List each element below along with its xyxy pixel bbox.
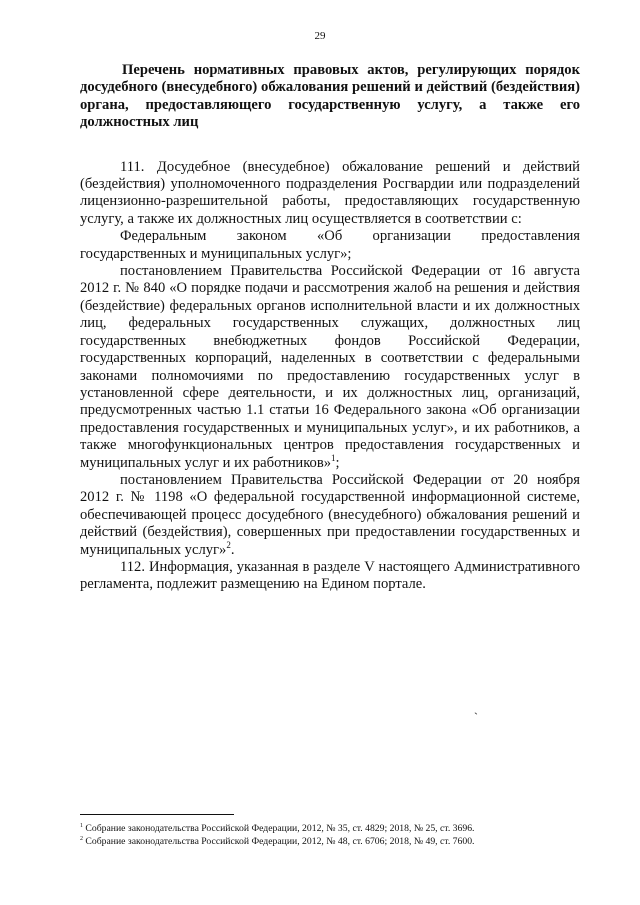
footnote-divider [80,814,234,815]
section-title: Перечень нормативных правовых актов, регулирующих порядок досудебного (внесудебного) обжалования решений и действий (бездействия) органа, предоставляющего государственную услугу, а также его должностных лиц [80,62,580,131]
paragraph-resolution-1198: постановлением Правительства Российской Федерации от 20 ноября 2012 г. № 1198 «О федеральной государственной информационной системе, обеспечивающей процесс досудебного (внесудебного) обжалования решений и действий (бездействия), совершенных при предоставлении государственных и муниципальных услуг»$^2$. [80,471,580,558]
body-text [80,159,580,594]
paragraph-111: 111. Досудебное (внесудебное) обжалование решений и действий (бездействия) уполномоченного подразделения Росгвардии или подразделений лицензионно-разрешительной работы, предоставляющих государственную услугу, а также их должностных лиц осуществляется в соответствии с: [80,158,580,227]
paragraph-federal-law: Федеральным законом «Об организации предоставления государственных и муниципальных услуг»; [80,228,580,262]
page-number: 29 [314,30,326,42]
stray-mark: ` [474,710,478,724]
paragraph-resolution-840: постановлением Правительства Российской Федерации от 16 августа 2012 г. № 840 «О порядке подачи и рассмотрения жалоб на решения и действия (бездействие) федеральных органов исполнительной власти и их должностных лиц, федеральных государственных служащих, должностных лиц государственных внебюджетных фондов Российской Федерации, государственных корпораций, наделенных в соответствии с федеральными законами полномочиями по предоставлению государственных услуг в установленной сфере деятельности, и их должностных лиц, организаций, предусмотренных частью 1.1 статьи 16 Федерального закона «Об организации предоставления государственных и муниципальных услуг», и их работников, а также многофункциональных центров предоставления государственных и муниципальных услуг и их работников»$^1$; [80,263,580,471]
footnotes [80,822,580,848]
footnote-ref-2: 2 [226,539,231,550]
main-content [80,62,580,594]
footnote-ref-1: 1 [331,452,336,463]
footnote-1: $^1$ Собрание законодательства Российской Федерации, 2012, № 35, ст. 4829; 2018, № 25, ст. 3696. [80,822,475,834]
footnote-2: $^2$ Собрание законодательства Российской Федерации, 2012, № 48, ст. 6706; 2018, № 49, ст. 7600. [80,835,475,847]
paragraph-112: 112. Информация, указанная в разделе V настоящего Административного регламента, подлежит размещению на Едином портале. [80,558,580,593]
